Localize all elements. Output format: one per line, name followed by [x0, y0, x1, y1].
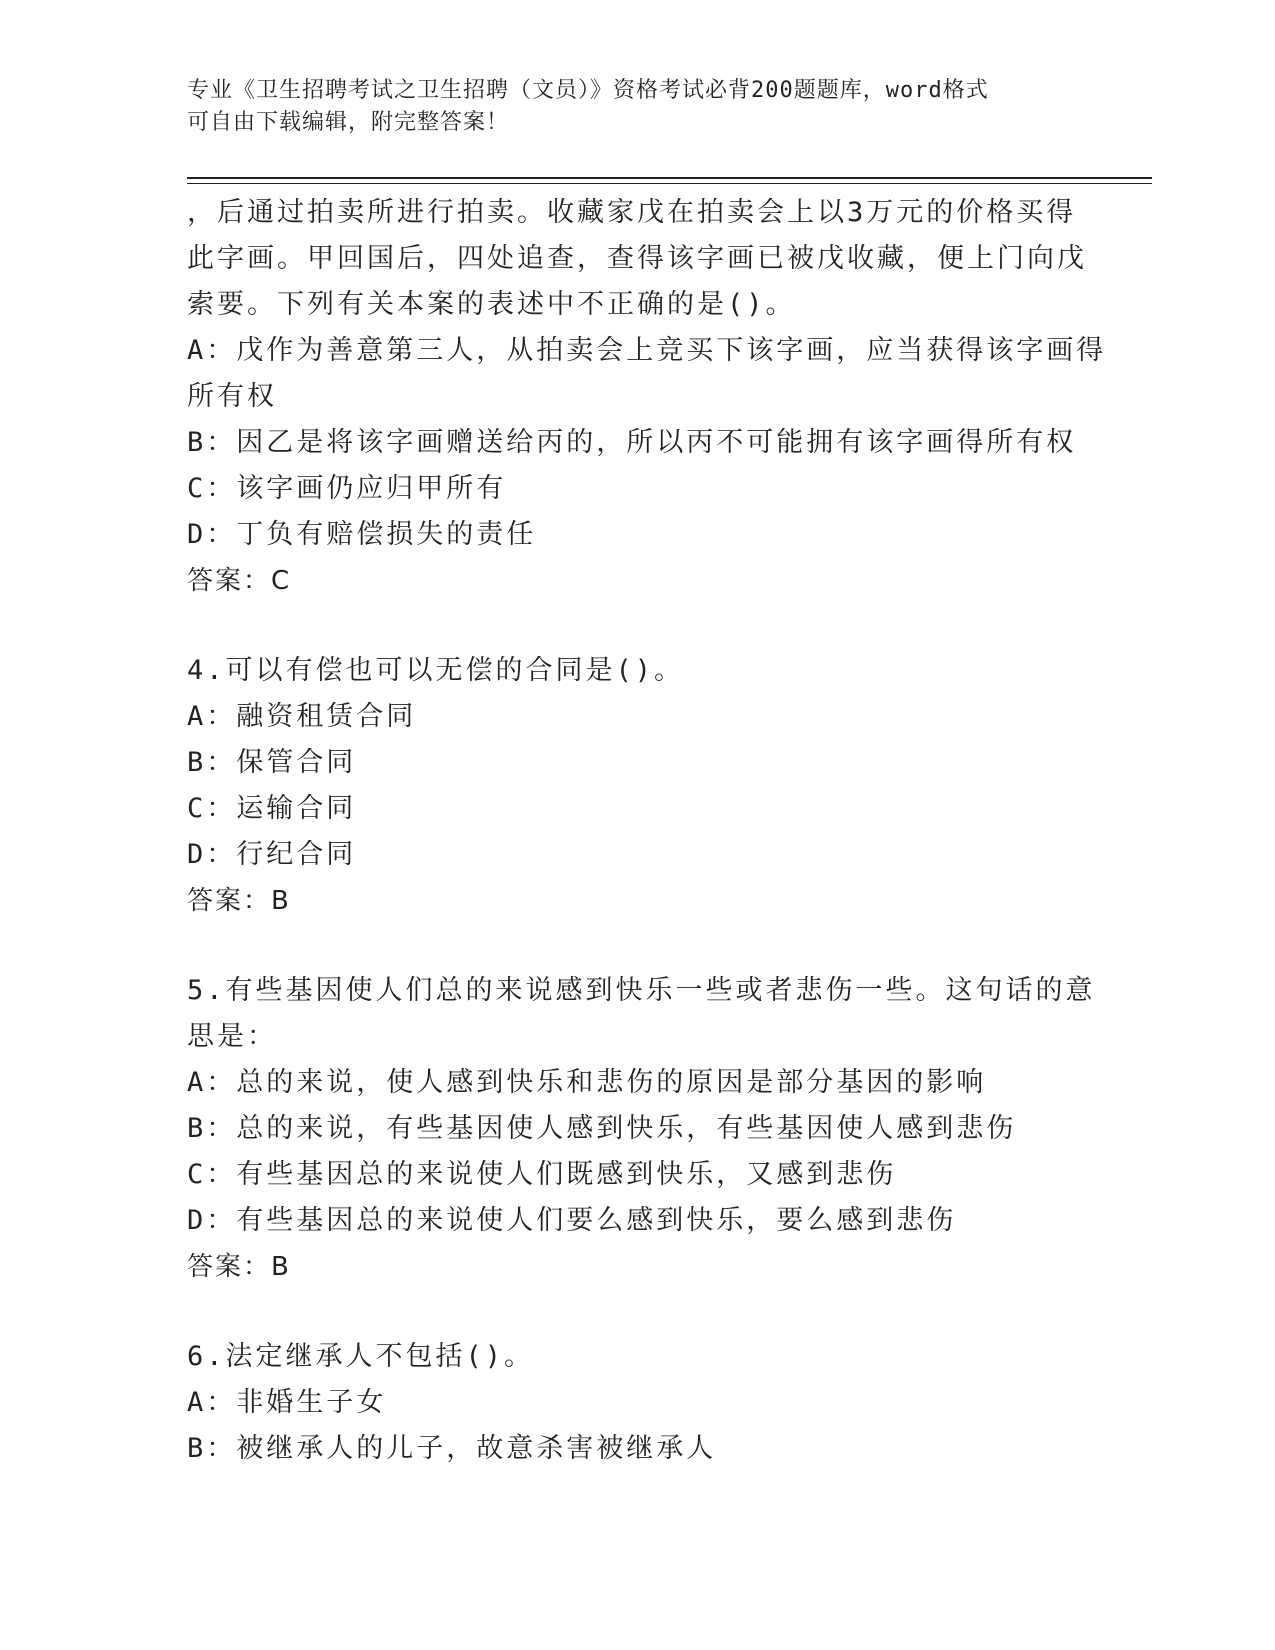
option-b: B：总的来说，有些基因使人感到快乐，有些基因使人感到悲伤: [187, 1113, 1017, 1144]
question-stem-line: ，后通过拍卖所进行拍卖。收藏家戊在拍卖会上以3万元的价格买得: [187, 197, 1077, 228]
option-c: C：运输合同: [187, 793, 357, 824]
option-b: B：保管合同: [187, 747, 357, 778]
option-c: C：有些基因总的来说使人们既感到快乐，又感到悲伤: [187, 1159, 897, 1190]
option-b: B：被继承人的儿子，故意杀害被继承人: [187, 1433, 717, 1464]
question-4: [187, 648, 1087, 924]
option-d: D：有些基因总的来说使人们要么感到快乐，要么感到悲伤: [187, 1205, 957, 1236]
option-a: A：非婚生子女: [187, 1387, 387, 1418]
question-stem-line: 索要。下列有关本案的表述中不正确的是()。: [187, 289, 796, 320]
option-a: A：总的来说，使人感到快乐和悲伤的原因是部分基因的影响: [187, 1067, 987, 1098]
question-gap: [187, 1290, 1087, 1334]
header-divider-thin: [187, 183, 1152, 184]
question-list: [187, 190, 1107, 1472]
option-a-continued: 所有权: [187, 381, 277, 412]
header-title-line-2: 可自由下载编辑，附完整答案！: [187, 110, 510, 135]
question-stem-line: 5.有些基因使人们总的来说感到快乐一些或者悲伤一些。这句话的意: [187, 975, 1096, 1006]
question-3: [187, 190, 1107, 604]
answer-line: 答案：C: [187, 566, 292, 596]
option-d: D：丁负有赔偿损失的责任: [187, 519, 537, 550]
question-stem: 6.法定继承人不包括()。: [187, 1341, 535, 1372]
header-title-line-1: 专业《卫生招聘考试之卫生招聘（文员）》资格考试必背200题题库，word格式: [187, 78, 989, 103]
question-stem-line: 此字画。甲回国后，四处追查，查得该字画已被戊收藏，便上门向戊: [187, 243, 1087, 274]
question-5: [187, 968, 1096, 1290]
document-header: [187, 75, 1067, 139]
option-b: B：因乙是将该字画赠送给丙的，所以丙不可能拥有该字画得所有权: [187, 427, 1077, 458]
question-stem: 4.可以有偿也可以无偿的合同是()。: [187, 655, 685, 686]
option-a: A：融资租赁合同: [187, 701, 417, 732]
header-divider-thick: [187, 177, 1152, 179]
question-gap: [187, 924, 1087, 968]
question-stem-line: 思是：: [187, 1021, 277, 1052]
option-d: D：行纪合同: [187, 839, 357, 870]
option-a: A：戊作为善意第三人，从拍卖会上竞买下该字画，应当获得该字画得: [187, 335, 1107, 366]
question-6: [187, 1334, 1087, 1472]
answer-line: 答案：B: [187, 1252, 291, 1282]
question-gap: [187, 604, 1087, 648]
answer-line: 答案：B: [187, 886, 291, 916]
option-c: C：该字画仍应归甲所有: [187, 473, 507, 504]
